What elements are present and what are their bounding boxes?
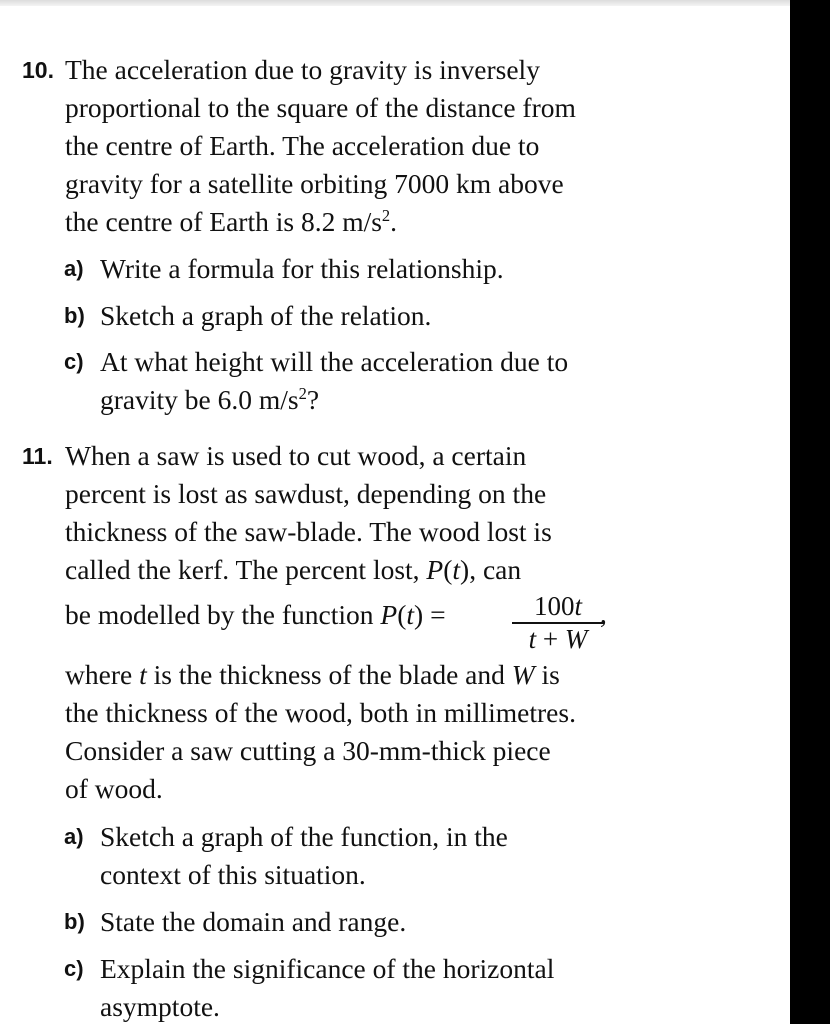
variable-W: W xyxy=(564,624,588,654)
variable-t: t xyxy=(574,591,582,621)
part-label-a: a) xyxy=(64,256,84,281)
question-text-line: When a saw is used to cut wood, a certain xyxy=(65,440,527,471)
superscript: 2 xyxy=(298,383,307,403)
question-text-line xyxy=(65,596,446,634)
part-c-text: At what height will the acceleration due to xyxy=(100,346,569,377)
part-label-a: a) xyxy=(64,824,84,849)
text-span: the centre of Earth is 8.2 m/s xyxy=(65,206,382,237)
part-label-b: b) xyxy=(64,303,85,328)
text-span: gravity be 6.0 m/s xyxy=(100,384,299,415)
variable-t: t xyxy=(406,599,415,630)
question-text-line: the centre of Earth. The acceleration due to xyxy=(65,130,540,161)
part-b-text: Sketch a graph of the relation. xyxy=(100,300,432,331)
question-number: 10. xyxy=(22,57,54,83)
fraction-numerator xyxy=(510,591,606,622)
top-edge xyxy=(0,0,790,6)
text-span: where xyxy=(65,659,140,690)
variable-P: P xyxy=(380,599,398,630)
question-text-line xyxy=(65,203,397,241)
right-black-bar xyxy=(790,0,830,1024)
variable-t: t xyxy=(139,659,147,690)
text-span: + xyxy=(536,624,565,654)
question-text-line: gravity for a satellite orbiting 7000 km above xyxy=(65,168,564,199)
text-span: be modelled by the function xyxy=(65,599,381,630)
question-text-line xyxy=(65,656,560,694)
part-a-text: Sketch a graph of the function, in the xyxy=(100,821,508,852)
text-span: ? xyxy=(306,384,320,415)
question-text-line: Consider a saw cutting a 30-mm-thick piece xyxy=(65,735,551,766)
question-text-line: thickness of the saw-blade. The wood lost is xyxy=(65,516,552,547)
variable-t: t xyxy=(528,624,537,654)
part-c-text xyxy=(100,381,319,419)
formula-comma: , xyxy=(600,598,607,629)
text-span: is xyxy=(534,659,560,690)
question-text-line: the thickness of the wood, both in millimetres. xyxy=(65,697,576,728)
question-text-line: proportional to the square of the distance from xyxy=(65,92,576,123)
question-number: 11. xyxy=(22,443,53,469)
part-c-text: asymptote. xyxy=(100,991,220,1022)
question-text-line: The acceleration due to gravity is inversely xyxy=(65,54,540,85)
text-span: ), can xyxy=(460,554,522,585)
part-a-text: Write a formula for this relationship. xyxy=(100,253,504,284)
text-span: 100 xyxy=(533,591,575,621)
text-span: ) = xyxy=(414,599,446,630)
part-label-c: c) xyxy=(64,956,84,981)
text-span: . xyxy=(390,206,398,237)
text-span: is the thickness of the blade and xyxy=(146,659,512,690)
part-c-text: Explain the significance of the horizontal xyxy=(100,953,555,984)
part-label-b: b) xyxy=(64,909,85,934)
variable-t: t xyxy=(452,554,461,585)
part-label-c: c) xyxy=(64,349,84,374)
variable-P: P xyxy=(426,554,444,585)
text-span: ( xyxy=(443,554,453,585)
text-span: ( xyxy=(397,599,407,630)
question-text-line xyxy=(65,551,521,589)
formula-fraction xyxy=(510,591,606,654)
question-text-line: of wood. xyxy=(65,773,163,804)
question-text-line: percent is lost as sawdust, depending on the xyxy=(65,478,547,509)
part-a-text: context of this situation. xyxy=(100,859,366,890)
fraction-denominator xyxy=(510,624,606,654)
superscript: 2 xyxy=(381,205,391,225)
variable-W: W xyxy=(511,659,535,690)
part-b-text: State the domain and range. xyxy=(100,906,407,937)
text-span: called the kerf. The percent lost, xyxy=(65,554,427,585)
